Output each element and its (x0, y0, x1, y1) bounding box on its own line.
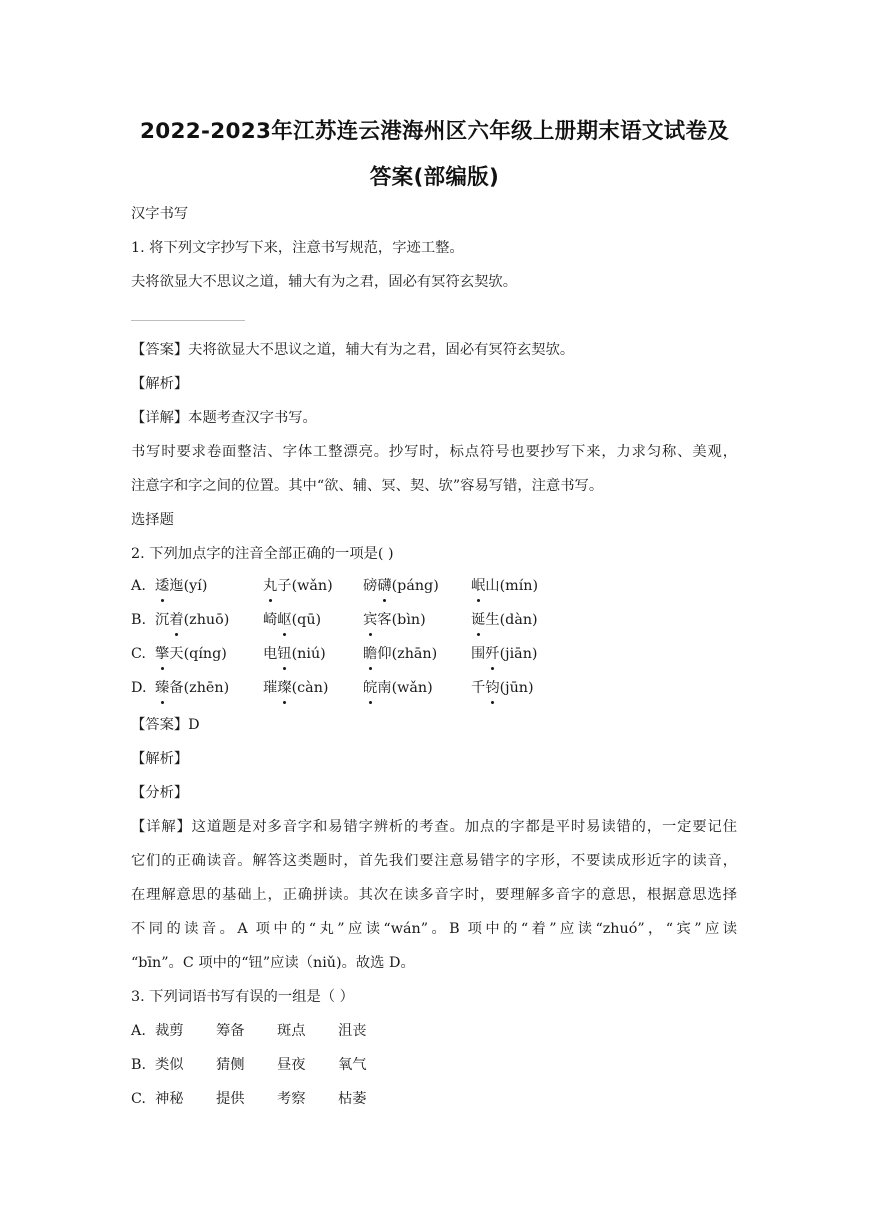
q2-option-b (131, 610, 751, 630)
pinyin-word (471, 644, 538, 664)
word-character: 电 (263, 646, 278, 662)
pinyin-text: (dàn) (499, 612, 538, 628)
word-character: 围 (471, 646, 486, 662)
dotted-character: 宾 (363, 612, 378, 628)
document-title-line2: 答案(部编版) (369, 165, 500, 190)
dotted-character: 璨 (277, 680, 292, 696)
word-character: 沉 (155, 612, 170, 628)
dotted-character: 逶 (155, 578, 170, 594)
option-word: 类似 (155, 1057, 184, 1073)
pinyin-word (155, 678, 229, 698)
pinyin-word (471, 610, 538, 630)
q2-detail-line2: 它们的正确读音。解答这类题时，首先我们要注意易错字的字形，不要读成形近字的读音， (131, 853, 737, 869)
word-character: 南 (377, 680, 392, 696)
dotted-character: 诞 (471, 612, 486, 628)
option-label: C. (131, 646, 146, 662)
pinyin-text: (yí) (183, 578, 208, 594)
q2-stem: 2. 下列加点字的注音全部正确的一项是( ) (131, 546, 394, 562)
q1-explain-line1: 书写时要求卷面整洁、字体工整漂亮。抄写时，标点符号也要抄写下来，力求匀称、美观， (131, 444, 737, 460)
q2-option-c (131, 644, 751, 664)
pinyin-word (263, 644, 326, 664)
q3-option-c (131, 1089, 751, 1109)
option-word: 裁剪 (155, 1023, 184, 1039)
pinyin-text: (qíng) (183, 646, 227, 662)
dotted-character: 歼 (485, 646, 500, 662)
q1-explain-line2: 注意字和字之间的位置。其中“欲、辅、冥、契、欤”容易写错，注意书写。 (131, 478, 604, 494)
q1-stem: 1. 将下列文字抄写下来，注意书写规范，字迹工整。 (131, 240, 464, 256)
option-label: C. (131, 1091, 146, 1107)
pinyin-text: (qū) (291, 612, 322, 628)
dotted-character: 着 (169, 612, 184, 628)
pinyin-text: (jiān) (499, 646, 538, 662)
pinyin-word (155, 644, 227, 664)
q3-option-a (131, 1021, 751, 1041)
pinyin-word (363, 610, 426, 630)
word-character: 山 (485, 578, 500, 594)
option-word: 斑点 (277, 1023, 306, 1039)
pinyin-text: (páng) (391, 578, 439, 594)
dotted-character: 岷 (471, 578, 486, 594)
section-heading-choice: 选择题 (131, 512, 174, 528)
word-character: 天 (169, 646, 184, 662)
q2-option-d (131, 678, 751, 698)
pinyin-text: (zhuō) (183, 612, 230, 628)
dotted-character: 钮 (277, 646, 292, 662)
option-word: 考察 (277, 1091, 306, 1107)
word-character: 迤 (169, 578, 184, 594)
dotted-character: 皖 (363, 680, 378, 696)
option-word: 提供 (216, 1091, 245, 1107)
separator-line (131, 320, 245, 321)
q2-fenxi-label: 【分析】 (131, 785, 189, 801)
q2-option-a (131, 576, 751, 596)
q3-option-b (131, 1055, 751, 1075)
word-character: 备 (169, 680, 184, 696)
q1-detail: 【详解】本题考查汉字书写。 (131, 410, 317, 426)
word-character: 生 (485, 612, 500, 628)
q2-analysis-label: 【解析】 (131, 751, 189, 767)
word-character: 客 (377, 612, 392, 628)
pinyin-text: (zhēn) (183, 680, 230, 696)
word-character: 子 (277, 578, 292, 594)
pinyin-word (471, 576, 538, 596)
dotted-character: 擎 (155, 646, 170, 662)
q2-detail-line5: “bīn”。C 项中的“钮”应读（niǔ)。故选 D。 (131, 955, 415, 971)
pinyin-text: (wǎn) (291, 578, 333, 594)
pinyin-word (363, 678, 433, 698)
pinyin-word (471, 678, 534, 698)
option-word: 神秘 (155, 1091, 184, 1107)
pinyin-text: (càn) (291, 680, 329, 696)
dotted-character: 臻 (155, 680, 170, 696)
dotted-character: 钧 (485, 680, 500, 696)
q1-answer: 【答案】夫将欲显大不思议之道，辅大有为之君，固必有冥符玄契欤。 (131, 342, 575, 358)
pinyin-text: (niú) (291, 646, 326, 662)
dotted-character: 丸 (263, 578, 278, 594)
option-label: A. (131, 1023, 146, 1039)
dotted-character: 岖 (277, 612, 292, 628)
option-label: B. (131, 1057, 147, 1073)
q2-answer: 【答案】D (131, 717, 200, 733)
q2-detail-line3: 在理解意思的基础上，正确拼读。其次在读多音字时，要理解多音字的意思，根据意思选择 (131, 887, 737, 903)
pinyin-word (263, 576, 333, 596)
q2-detail-line4: 不同的读音。A 项中的“丸”应读“wán”。B 项中的“着”应读“zhuó”，“宾”应读 (131, 921, 737, 937)
pinyin-text: (wǎn) (391, 680, 433, 696)
pinyin-text: (jūn) (499, 680, 534, 696)
section-heading-writing: 汉字书写 (131, 206, 189, 222)
option-label: D. (131, 680, 147, 696)
pinyin-text: (mín) (499, 578, 539, 594)
word-character: 璀 (263, 680, 278, 696)
option-label: A. (131, 578, 146, 594)
option-word: 昼夜 (277, 1057, 306, 1073)
q3-stem: 3. 下列词语书写有误的一组是（ ） (131, 989, 354, 1005)
pinyin-word (263, 678, 329, 698)
word-character: 磅 (363, 578, 378, 594)
option-word: 筹备 (216, 1023, 245, 1039)
q1-analysis-label: 【解析】 (131, 376, 189, 392)
dotted-character: 瞻 (363, 646, 378, 662)
pinyin-text: (bìn) (391, 612, 426, 628)
dotted-character: 礴 (377, 578, 392, 594)
document-title-line1: 2022-2023年江苏连云港海州区六年级上册期末语文试卷及 (139, 119, 730, 144)
pinyin-word (155, 576, 207, 596)
option-label: B. (131, 612, 147, 628)
pinyin-text: (zhān) (391, 646, 438, 662)
option-word: 枯萎 (338, 1091, 367, 1107)
option-word: 氧气 (338, 1057, 367, 1073)
q2-detail-line1: 【详解】这道题是对多音字和易错字辨析的考查。加点的字都是平时易读错的，一定要记住 (131, 819, 737, 835)
pinyin-word (363, 644, 437, 664)
pinyin-word (263, 610, 321, 630)
option-word: 猜侧 (216, 1057, 245, 1073)
q1-text: 夫将欲显大不思议之道，辅大有为之君，固必有冥符玄契欤。 (131, 274, 518, 290)
word-character: 仰 (377, 646, 392, 662)
word-character: 千 (471, 680, 486, 696)
pinyin-word (155, 610, 229, 630)
option-word: 沮丧 (338, 1023, 367, 1039)
pinyin-word (363, 576, 439, 596)
word-character: 崎 (263, 612, 278, 628)
